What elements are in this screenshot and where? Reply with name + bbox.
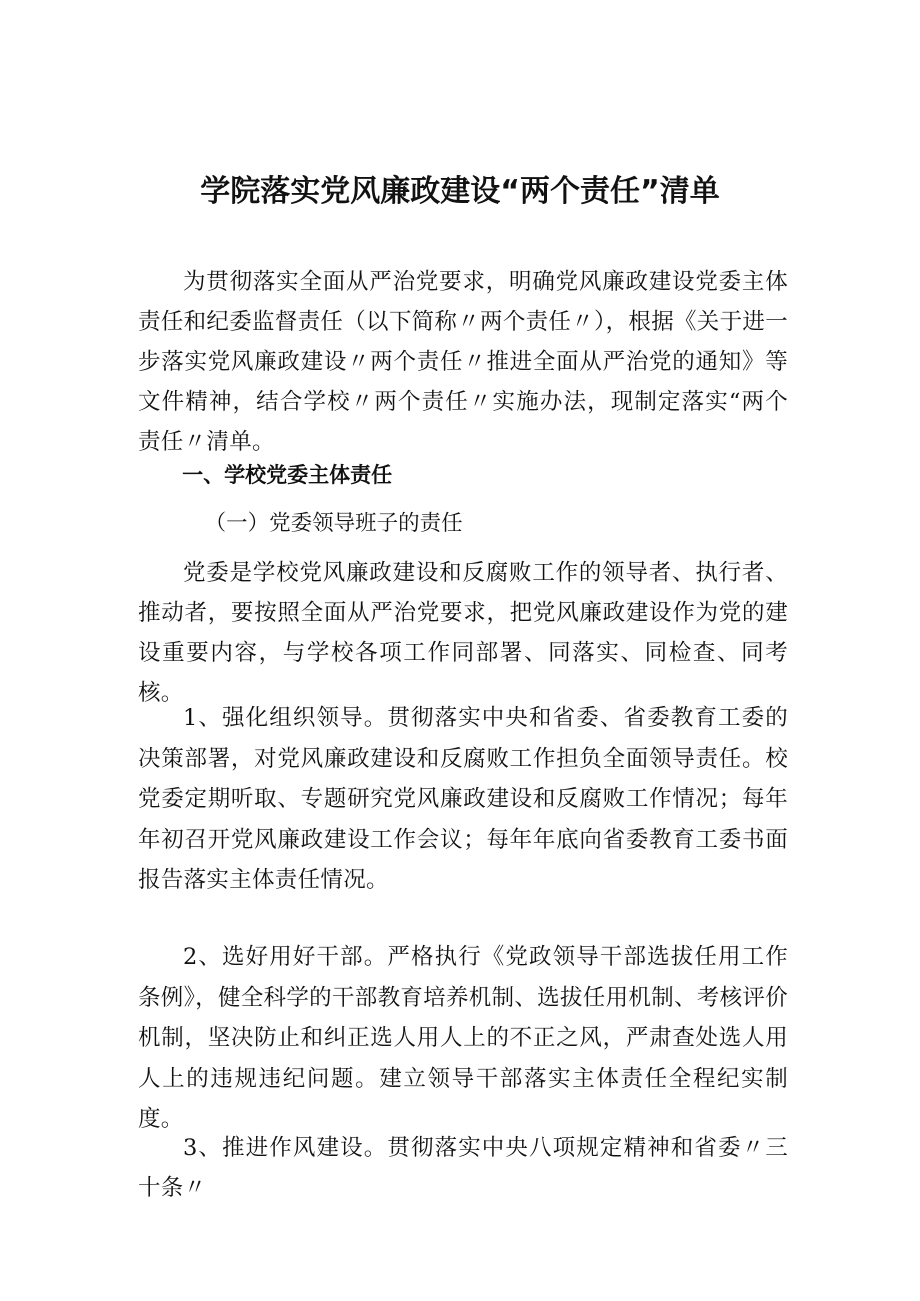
subsection-1-paragraph: 党委是学校党风廉政建设和反腐败工作的领导者、执行者、推动者，要按照全面从严治党要求，把党风廉政建设作为党的建设重要内容，与学校各项工作同部署、同落实、同检查、同考核。 <box>138 560 788 706</box>
item-1-paragraph: 1、强化组织领导。贯彻落实中央和省委、省委教育工委的决策部署，对党风廉政建设和反腐败工作担负全面领导责任。校党委定期听取、专题研究党风廉政建设和反腐败工作情况；每年年初召开党风廉政建设工作会议；每年年底向省委教育工委书面报告落实主体责任情况。 <box>138 705 788 893</box>
page-title: 学院落实党风廉政建设“两个责任”清单 <box>200 174 720 209</box>
subsection-heading-1: （一）党委领导班子的责任 <box>204 511 463 536</box>
intro-paragraph: 为贯彻落实全面从严治党要求，明确党风廉政建设党委主体责任和纪委监督责任（以下简称〃两个责任〃），根据《关于进一步落实党风廉政建设〃两个责任〃推进全面从严治党的通知》等文件精神，结合学校〃两个责任〃实施办法，现制定落实“两个责任〃清单。 <box>138 269 788 455</box>
item-2-paragraph: 2、选好用好干部。严格执行《党政领导干部选拔任用工作条例》，健全科学的干部教育培养机制、选拔任用机制、考核评价机制，坚决防止和纠正选人用人上的不正之风，严肃查处选人用人上的违规违纪问题。建立领导干部落实主体责任全程纪实制度。 <box>138 944 788 1132</box>
section-heading-1: 一、学校党委主体责任 <box>182 463 393 487</box>
item-3-paragraph: 3、推进作风建设。贯彻落实中央八项规定精神和省委〃三十条〃 <box>138 1135 788 1201</box>
